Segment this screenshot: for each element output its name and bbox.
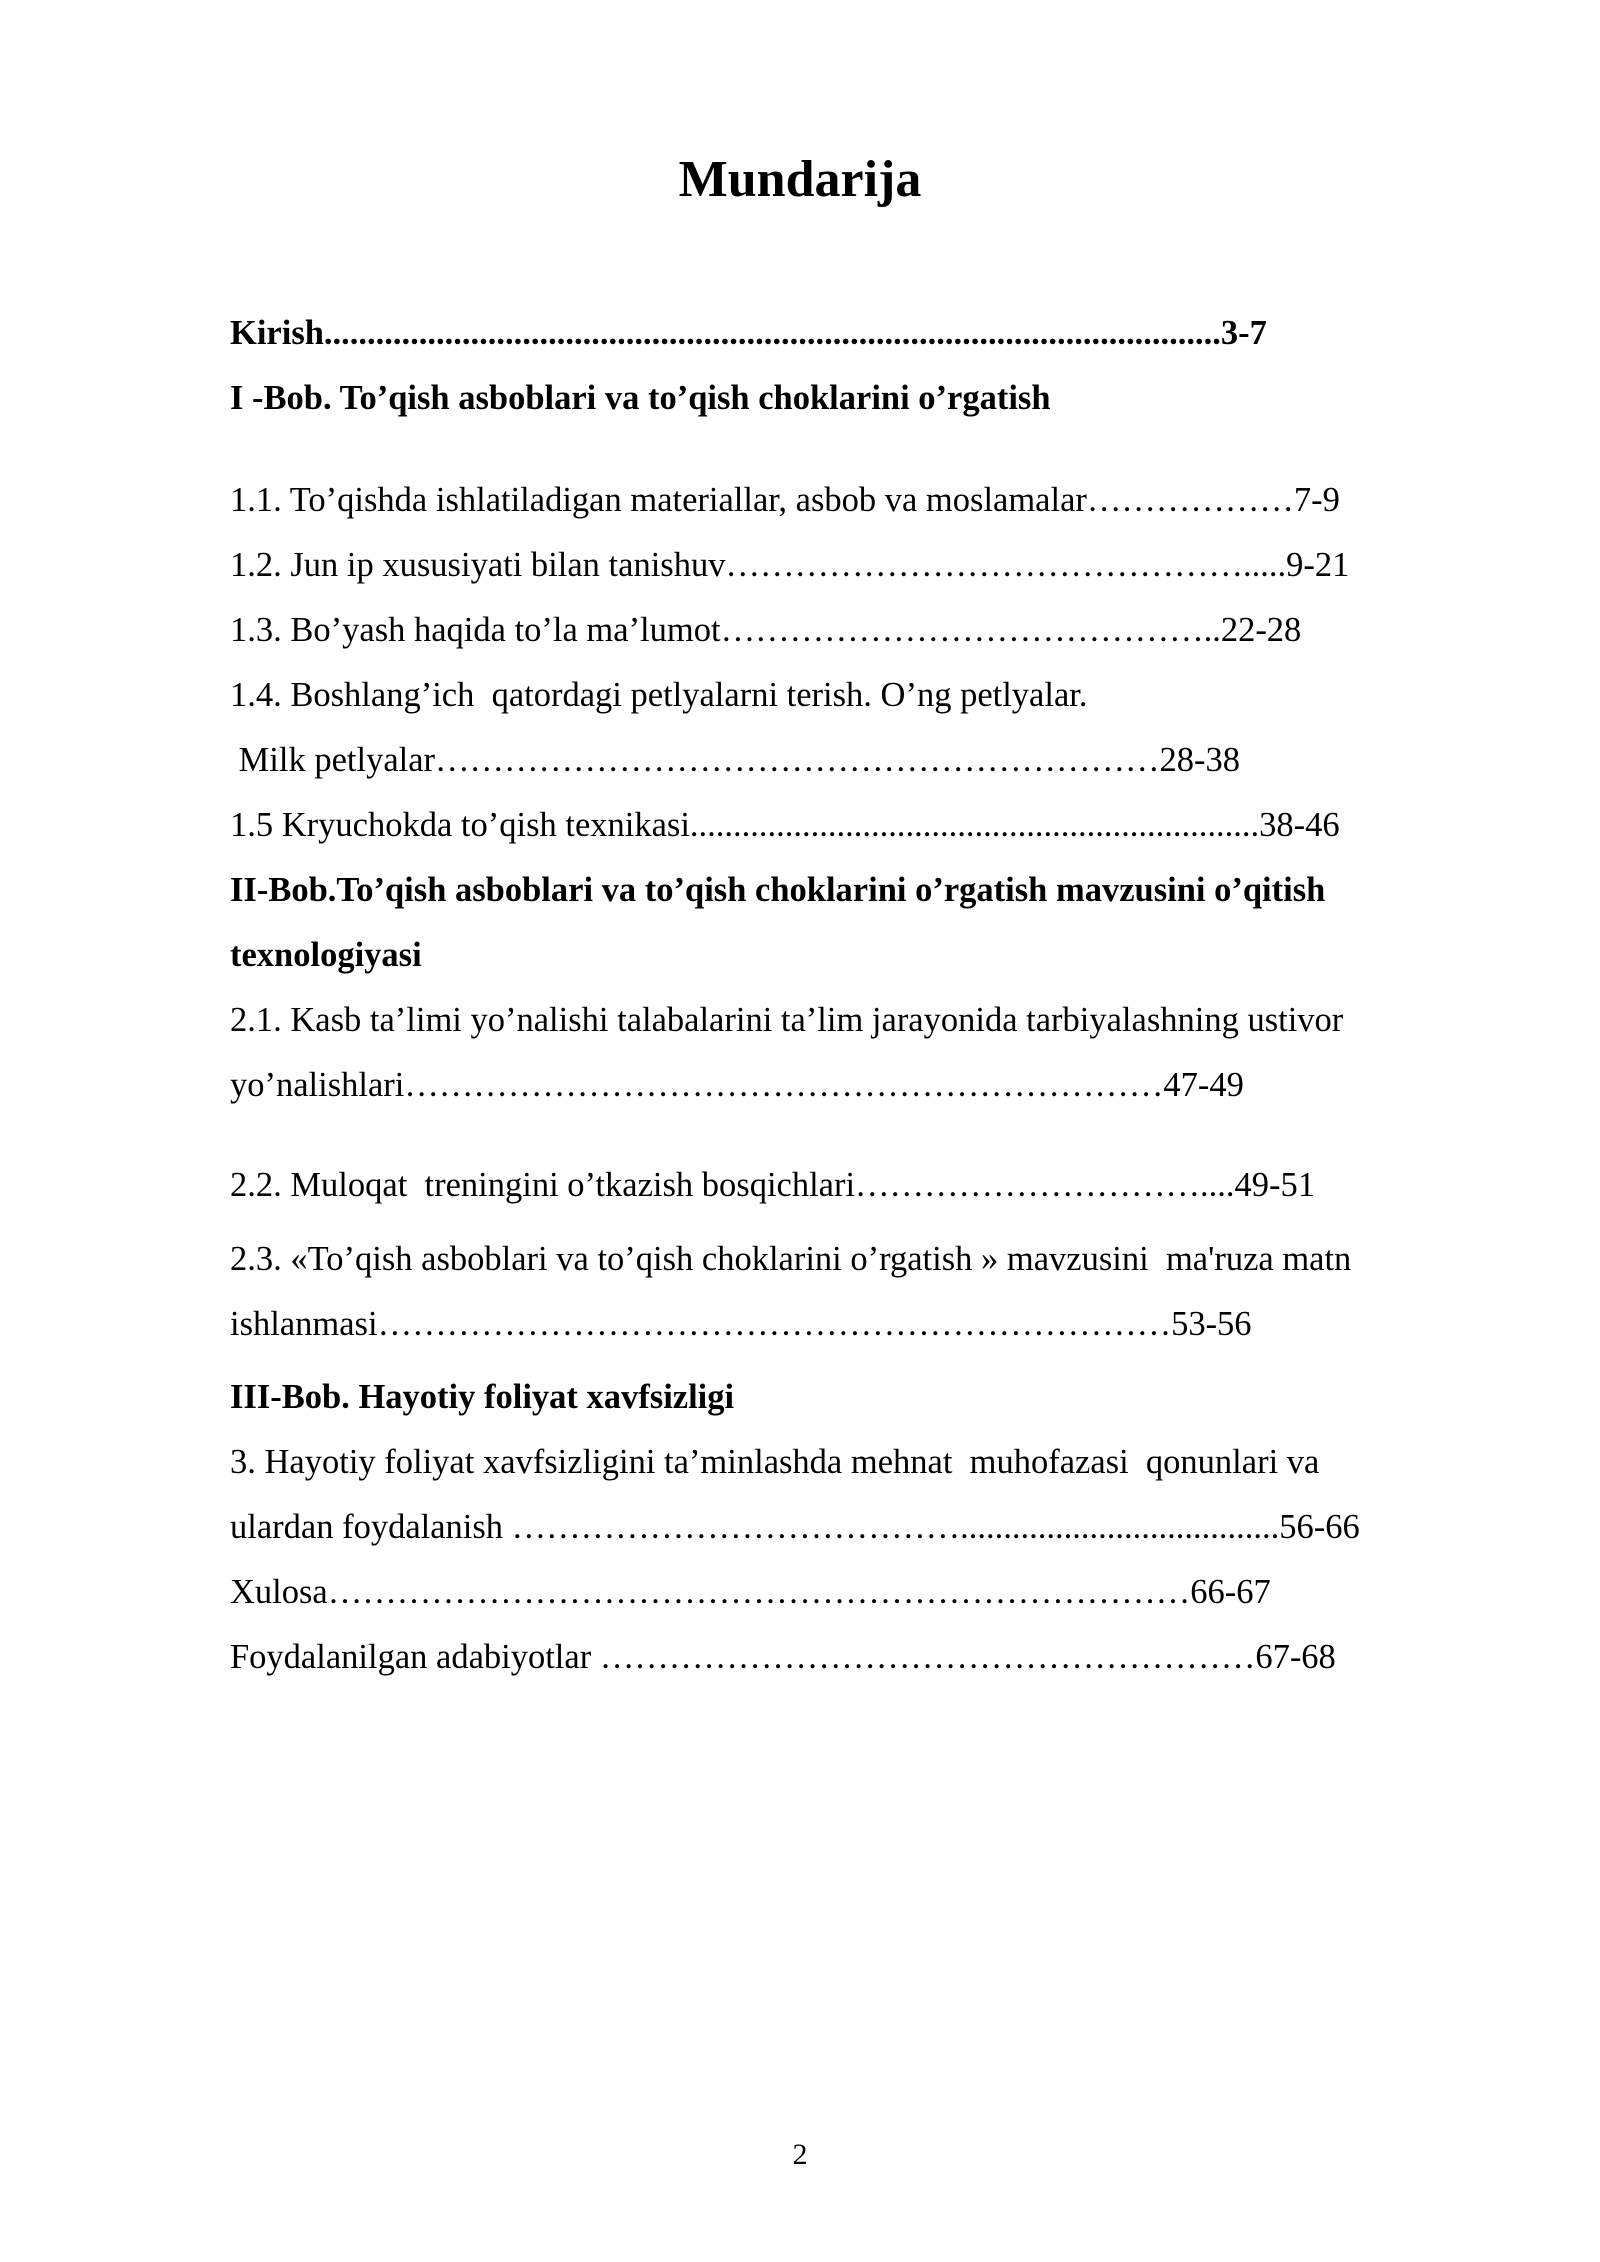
toc-chapter-3-title: . Hayotiy foliyat xavfsizligi — [341, 1378, 735, 1416]
toc-entry-2-2: 2.2. Muloqat treningini o’tkazish bosqichlari…………………………....49-51 — [230, 1166, 1316, 1204]
toc-chapter-3-heading — [230, 1375, 734, 1419]
toc-entry-2-1-continued: yo’nalishlari…………………………………………………………47-49 — [230, 1066, 1244, 1104]
toc-chapter-1-heading: I -Bob. To’qish asboblari va to’qish choklarini o’rgatish — [230, 379, 1051, 417]
toc-entry-kirish: Kirish........................................................................................................3-7 — [230, 314, 1267, 352]
toc-entry-3-continued: ulardan foydalanish ………………………………….....................................56-66 — [230, 1508, 1360, 1546]
page-title: Mundarija — [678, 151, 922, 208]
toc-entry-adabiyotlar: Foydalanilgan adabiyotlar …………………………………………………67-68 — [230, 1638, 1336, 1676]
toc-entry-3: 3. Hayotiy foliyat xavfsizligini ta’minlashda mehnat muhofazasi qonunlari va — [230, 1443, 1320, 1481]
toc-chapter-3-label: III-Bob — [230, 1378, 342, 1416]
toc-chapter-2-heading: II-Bob.To’qish asboblari va to’qish choklarini o’rgatish mavzusini o’qitish — [230, 871, 1326, 909]
toc-entry-2-3: 2.3. «To’qish asboblari va to’qish choklarini o’rgatish » mavzusini ma'ruza matn — [230, 1240, 1352, 1278]
toc-entry-1-2: 1.2. Jun ip xususiyati bilan tanishuv……………………………………….....9-21 — [230, 546, 1350, 584]
toc-entry-xulosa: Xulosa…………………………………………………………………66-67 — [230, 1573, 1271, 1611]
toc-entry-1-1: 1.1. To’qishda ishlatiladigan materiallar, asbob va moslamalar………………7-9 — [230, 481, 1340, 519]
toc-entry-1-4-continued: Milk petlyalar………………………………………………………28-38 — [230, 741, 1241, 779]
toc-entry-2-1: 2.1. Kasb ta’limi yo’nalishi talabalarini ta’lim jarayonida tarbiyalashning ustivor — [230, 1001, 1344, 1039]
page-number: 2 — [792, 2138, 808, 2171]
toc-entry-1-4: 1.4. Boshlang’ich qatordagi petlyalarni terish. O’ng petlyalar. — [230, 676, 1088, 714]
toc-entry-1-3: 1.3. Bo’yash haqida to’la ma’lumot……………………………………..22-28 — [230, 611, 1302, 649]
toc-entry-2-3-continued: ishlanmasi……………………………………………………………53-56 — [230, 1305, 1252, 1343]
toc-entry-1-5: 1.5 Kryuchokda to’qish texnikasi..................................................................38-46 — [230, 806, 1340, 844]
toc-chapter-2-heading-continued: texnologiyasi — [230, 936, 422, 974]
